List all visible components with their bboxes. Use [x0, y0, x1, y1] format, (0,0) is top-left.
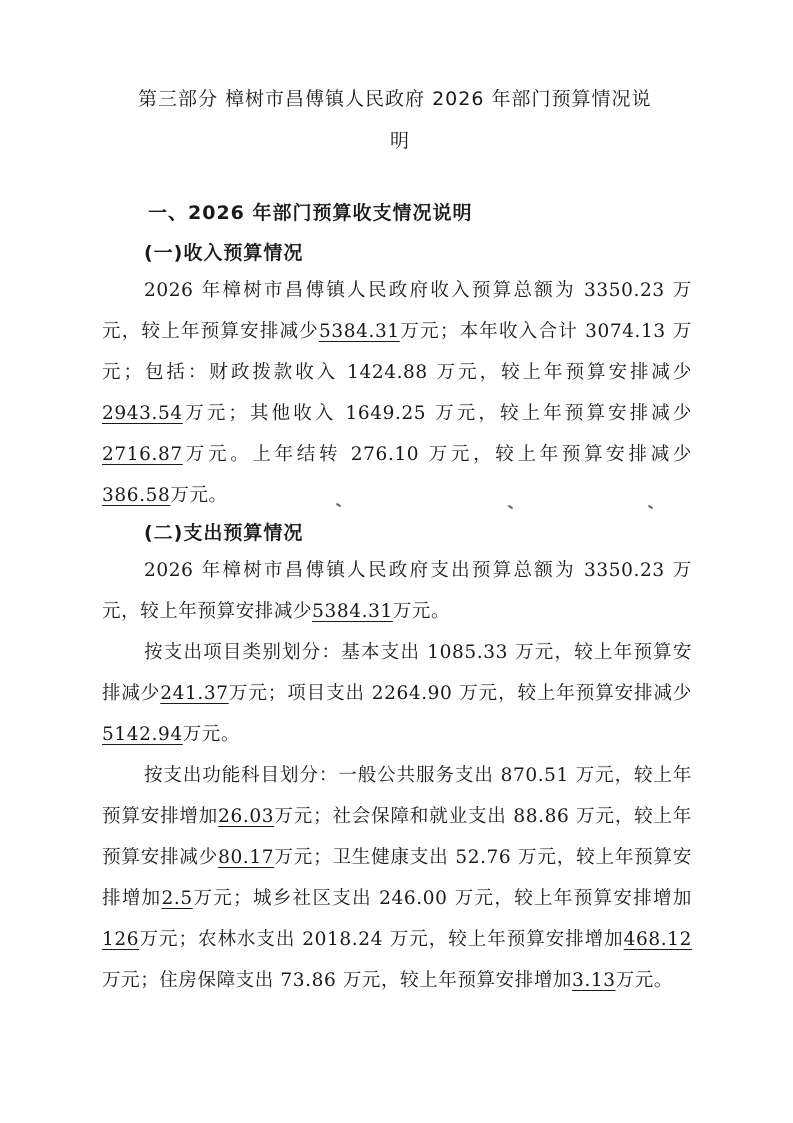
income-heading: (一)收入预算情况: [144, 242, 304, 264]
function-text-3: 万元；卫生健康支出 52.76 万元，较上年预算安排增加: [102, 847, 692, 909]
function-text-4: 万元；城乡社区支出 246.00 万元，较上年预算安排增加: [192, 888, 692, 909]
income-value-4: 386.58: [102, 485, 171, 506]
income-text-4: 万元。上年结转 276.10 万元，较上年预算安排减少: [182, 444, 692, 465]
function-text-2: 万元；社会保障和就业支出 88.86 万元，较上年预算安排减少: [102, 806, 692, 868]
function-value-3: 2.5: [161, 888, 193, 909]
function-value-2: 80.17: [218, 847, 275, 868]
expense-heading: (二)支出预算情况: [144, 522, 304, 544]
category-text-1: 按支出项目类别划分：基本支出 1085.33 万元，较上年预算安排减少: [102, 642, 692, 704]
income-text-2: 万元；本年收入合计 3074.13 万元；包括：财政拨款收入 1424.88 万元，较上年预算安排减少: [102, 321, 692, 383]
document-title: [120, 78, 680, 162]
function-value-6: 3.13: [572, 970, 616, 991]
title-line-1: 第三部分 樟树市昌傅镇人民政府 2026 年部门预算情况说: [138, 88, 652, 110]
income-value-1: 5384.31: [319, 321, 400, 342]
function-text-1: 按支出功能科目划分：一般公共服务支出 870.51 万元，较上年预算安排增加: [102, 765, 692, 827]
expense-category-paragraph: [102, 632, 692, 755]
income-value-3: 2716.87: [102, 444, 183, 465]
expense-total-value: 5384.31: [312, 601, 393, 622]
expense-total-paragraph: [102, 550, 692, 632]
function-value-4: 126: [102, 929, 140, 950]
income-paragraph: [102, 270, 692, 516]
category-text-3: 万元。: [182, 724, 241, 745]
expense-total-tail: 万元。: [392, 601, 451, 622]
expense-function-paragraph: [102, 755, 692, 1001]
scan-mark: [336, 503, 341, 508]
function-value-5: 468.12: [623, 929, 692, 950]
expense-total-text: 2026 年樟树市昌傅镇人民政府支出预算总额为 3350.23 万元，较上年预算安排减少: [102, 560, 692, 622]
category-value-2: 5142.94: [102, 724, 183, 745]
function-text-7: 万元。: [615, 970, 673, 991]
category-value-1: 241.37: [160, 683, 229, 704]
function-text-5: 万元；农林水支出 2018.24 万元，较上年预算安排增加: [139, 929, 624, 950]
scan-marks: [300, 498, 700, 518]
income-text-3: 万元；其他收入 1649.25 万元，较上年预算安排减少: [182, 403, 692, 424]
scan-mark: [648, 505, 653, 510]
title-line-2: 明: [389, 130, 410, 152]
income-text-5: 万元。: [170, 485, 228, 506]
section-heading-budget: 一、2026 年部门预算收支情况说明: [148, 202, 473, 224]
function-text-6: 万元；住房保障支出 73.86 万元，较上年预算安排增加: [102, 970, 573, 991]
function-value-1: 26.03: [218, 806, 275, 827]
income-value-2: 2943.54: [102, 403, 183, 424]
scan-mark: [508, 505, 513, 510]
category-text-2: 万元；项目支出 2264.90 万元，较上年预算安排减少: [228, 683, 692, 704]
income-text-1: 2026 年樟树市昌傅镇人民政府收入预算总额为 3350.23 万元，较上年预算安排减少: [102, 280, 692, 342]
